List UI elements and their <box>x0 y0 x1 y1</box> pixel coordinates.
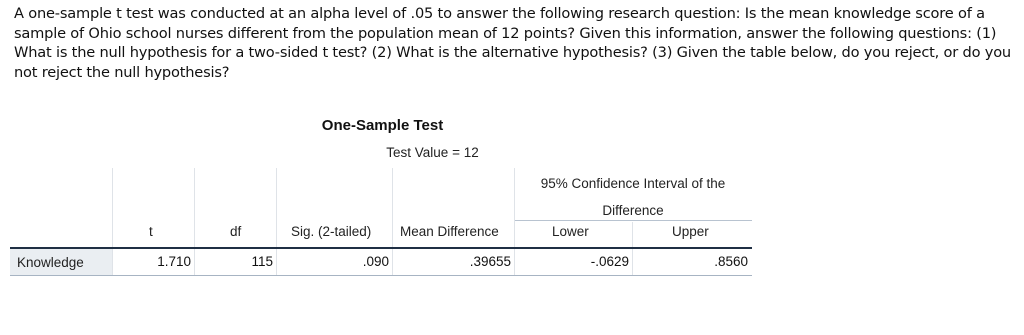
column-divider <box>392 168 393 276</box>
ci-header-line2: Difference <box>602 203 664 218</box>
ci-header-divider <box>514 220 752 221</box>
column-divider <box>632 222 633 276</box>
cell-lower: -.0629 <box>590 254 629 269</box>
column-header-df: df <box>230 224 242 239</box>
column-header-t: t <box>149 224 153 239</box>
column-divider <box>276 168 277 276</box>
column-divider <box>514 168 515 276</box>
table-title: One-Sample Test <box>321 117 444 134</box>
column-divider <box>112 168 113 276</box>
confidence-interval-header <box>514 170 752 224</box>
column-header-lower: Lower <box>552 224 589 239</box>
cell-upper: .8560 <box>714 254 748 269</box>
question-text: A one-sample t test was conducted at an alpha level of .05 to answer the following research question: Is the mean knowledge score of a sample of Ohio school nurses different from the population mean of 12 points? Given this information, answer the following questions: (1) What is the null hypothesis for a two-sided t test? (2) What is the alternative hypothesis? (3) Given the table below, do you reject, or do you not reject the null hypothesis? <box>14 5 1011 81</box>
row-label-knowledge: Knowledge <box>10 249 112 276</box>
column-header-upper: Upper <box>672 224 709 239</box>
column-divider <box>194 168 195 276</box>
cell-sig: .090 <box>362 254 389 269</box>
ci-header-line1: 95% Confidence Interval of the <box>540 176 726 191</box>
column-header-sig: Sig. (2-tailed) <box>291 224 372 239</box>
test-value-header: Test Value = 12 <box>386 145 479 160</box>
header-rule <box>10 247 752 249</box>
column-header-mean-difference: Mean Difference <box>400 224 499 239</box>
row-rule <box>112 275 752 276</box>
cell-t: 1.710 <box>157 254 191 269</box>
cell-mean-difference: .39655 <box>469 254 511 269</box>
cell-df: 115 <box>251 254 273 269</box>
